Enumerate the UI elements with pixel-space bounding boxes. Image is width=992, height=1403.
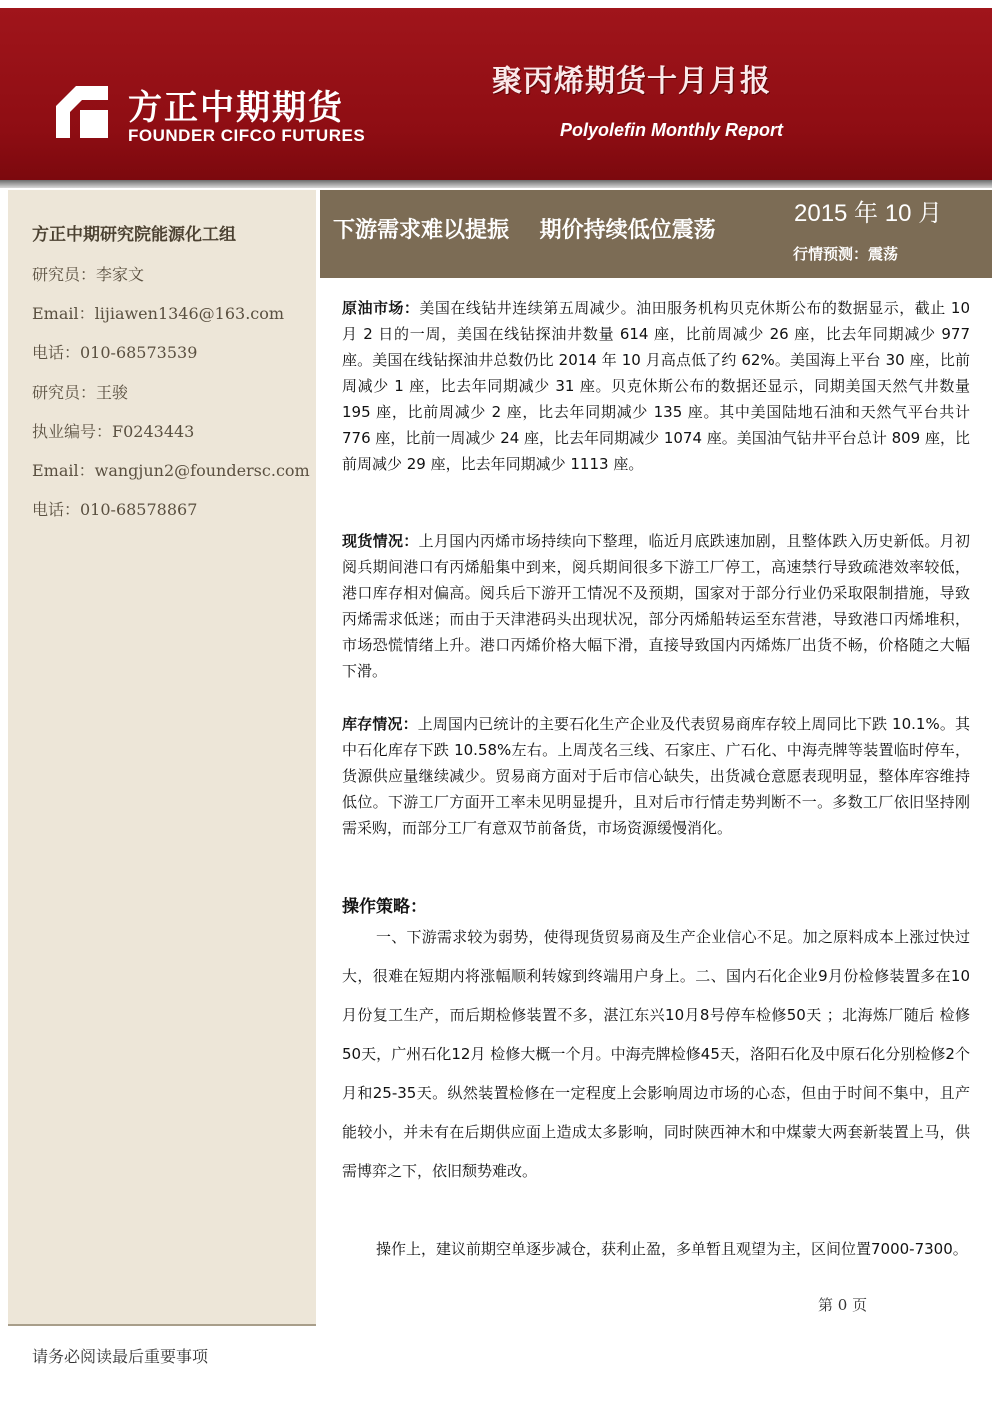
researcher-name: 研究员：李家文 — [32, 265, 145, 284]
researcher-name: 研究员：王骏 — [32, 383, 129, 402]
report-subtitle: Polyolefin Monthly Report — [560, 120, 783, 140]
sidebar-divider — [8, 1324, 316, 1326]
logo-english-name: FOUNDER CIFCO FUTURES — [128, 126, 366, 145]
researcher-email: Email：wangjun2@foundersc.com — [32, 461, 310, 480]
strategy-paragraph: 一、下游需求较为弱势，使得现货贸易商及生产企业信心不足。加之原料成本上涨过快过大，很难在短期内将涨幅顺利转嫁到终端用户身上。二、国内石化企业9月份检修装置多在10月份复工生产，而后期检修装置不多，湛江东兴10月8号停车检修50天 ；北海炼厂随后 检修50天，广州石化12月 检修大概一个月。中海壳牌检修45天，洛阳石化及中原石化分别检修2个月和25-35天。纵然装置检修在一定程度上会影响周边市场的心态，但由于时间不集中，且产能较小，并未有在后期供应面上造成太多影响，同时陕西神木和中煤蒙大两套新装置上马，供需博弈之下，依旧颓势难改。 — [342, 928, 970, 1180]
license-number: 执业编号：F0243443 — [32, 422, 195, 441]
report-date: 2015 年 10 月 — [794, 200, 943, 227]
strategy-heading: 操作策略： — [342, 897, 427, 917]
research-team: 方正中期研究院能源化工组 — [32, 225, 236, 245]
inventory-section — [342, 711, 970, 841]
header-shadow-divider — [0, 180, 992, 188]
section-text: 上月国内丙烯市场持续向下整理，临近月底跌速加剧，且整体跌入历史新低。月初阅兵期间港口有丙烯船集中到来，阅兵期间很多下游工厂停工，高速禁行导致疏港效率较低，港口库存相对偏高。阅兵后下游开工情况不及预期，国家对于部分行业仍采取限制措施，导致丙烯需求低迷；而由于天津港码头出现状况，部分丙烯船转运至东营港，导致港口丙烯堆积，市场恐慌情绪上升。港口丙烯价格大幅下滑，直接导致国内丙烯炼厂出货不畅，价格随之大幅下滑。 — [342, 532, 970, 680]
spot-section — [342, 528, 970, 684]
section-text: 美国在线钻井连续第五周减少。油田服务机构贝克休斯公布的数据显示，截止 10 月 2 日的一周，美国在线钻探油井数量 614 座，比前周减少 26 座，比去年同期减少 977 座。美国在线钻探油井总数仍比 2014 年 10 月高点低了约 62%。美国海上平台 30 座，比前周减少 1 座，比去年同期减少 31 座。贝克休斯公布的数据还显示，同期美国天然气井数量 195 座，比前周减少 2 座，比去年同期减少 135 座。其中美国陆地石油和天然气平台共计 776 座，比前一周减少 24 座，比去年同期减少 1074 座。美国油气钻井平台总计 809 座，比前周减少 29 座，比去年同期减少 1113 座。 — [342, 299, 970, 473]
section-lead: 现货情况： — [342, 532, 419, 550]
founder-logo-icon — [56, 86, 108, 138]
crude-oil-section — [342, 295, 970, 477]
section-text: 上周国内已统计的主要石化生产企业及代表贸易商库存较上周同比下跌 10.1%。其中石化库存下跌 10.58%左右。上周茂名三线、石家庄、广石化、中海壳牌等装置临时停车，货源供应量继续减少。贸易商方面对于后市信心缺失，出货减仓意愿表现明显，整体库容维持低位。下游工厂方面开工率未见明显提升，且对后市行情走势判断不一。多数工厂依旧坚持刚需采购，而部分工厂有意双节前备货，市场资源缓慢消化。 — [342, 715, 970, 837]
page-number: 第 0 页 — [818, 1296, 868, 1314]
strategy-paragraph: 操作上，建议前期空单逐步减仓，获利止盈，多单暂且观望为主，区间位置7000-7300。 — [376, 1240, 968, 1258]
logo-chinese-name: 方正中期期货 — [128, 88, 344, 128]
researcher-phone: 电话：010-68578867 — [32, 500, 198, 519]
researcher-phone: 电话：010-68573539 — [32, 343, 198, 362]
market-forecast: 行情预测：震荡 — [793, 245, 899, 263]
disclaimer-note: 请务必阅读最后重要事项 — [32, 1347, 209, 1366]
headline-text: 下游需求难以提振 期价持续低位震荡 — [333, 218, 716, 243]
report-title: 聚丙烯期货十月月报 — [492, 64, 771, 99]
researcher-email: Email：lijiawen1346@163.com — [32, 304, 285, 323]
section-lead: 原油市场： — [342, 299, 420, 317]
section-lead: 库存情况： — [342, 715, 418, 733]
